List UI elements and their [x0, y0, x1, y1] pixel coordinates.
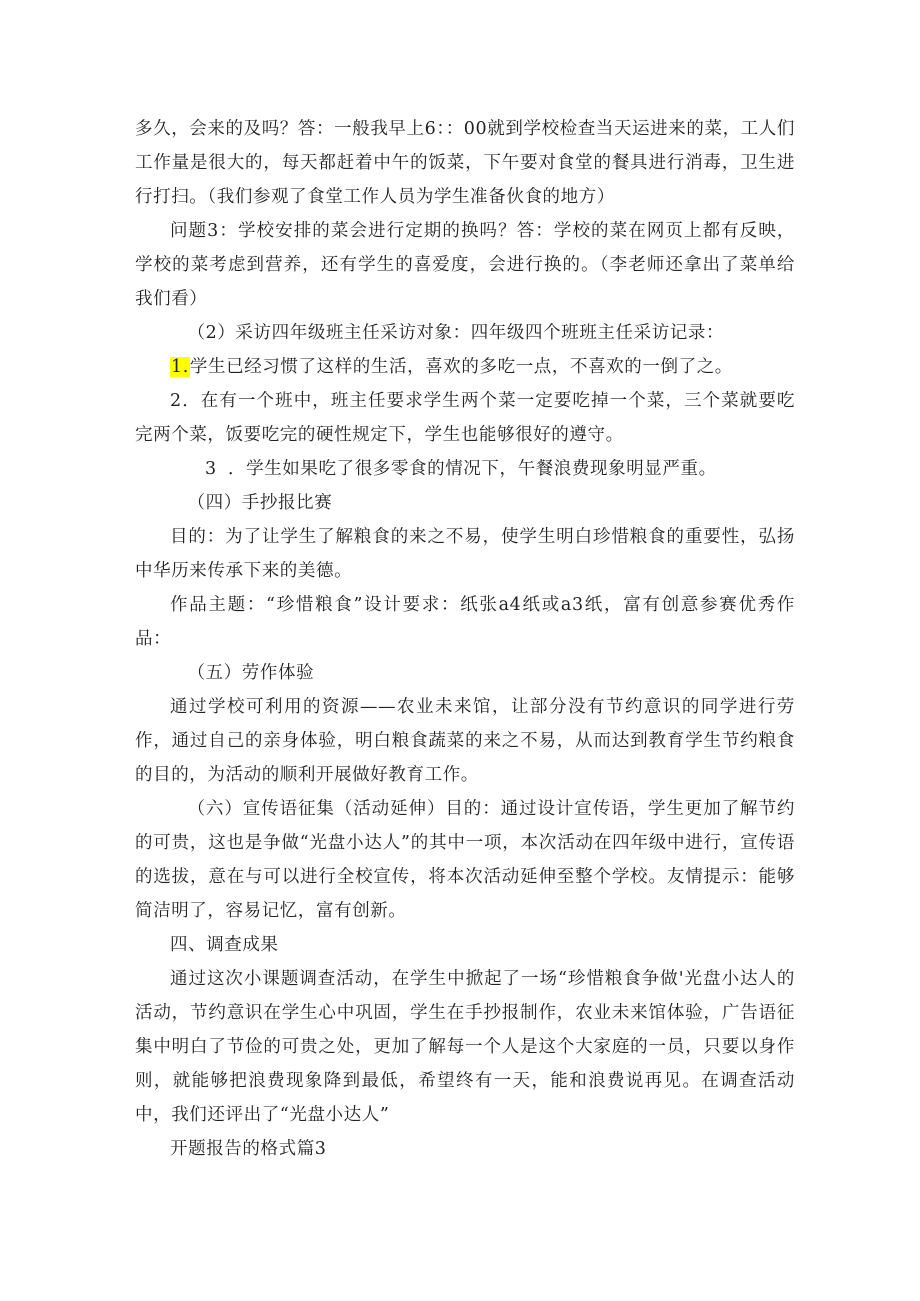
section-heading-next: 开题报告的格式篇3 [170, 1139, 327, 1159]
list-item-3-text: ．学生如果吃了很多零食的情况下，午餐浪费现象明显严重。 [228, 459, 717, 479]
highlighted-number: 1. [171, 357, 189, 377]
list-item-1 [135, 350, 795, 384]
section-heading-results: 四、调查成果 [170, 935, 279, 955]
paragraph-purpose: 目的：为了让学生了解粮食的来之不易，使学生明白珍惜粮食的重要性，弘扬中华历来传承下来的美德。 [135, 527, 795, 581]
paragraph-results: 通过这次小课题调查活动，在学生中掀起了一场“珍惜粮食争做'光盘小达人的活动，节约意识在学生心中巩固，学生在手抄报制作，农业未来馆体验，广告语征集中明白了节俭的可贵之处，更加了解每一个人是这个大家庭的一员，只要以身作则，就能够把浪费现象降到最低，希望终有一天，能和浪费说再见。在调查活动中，我们还评出了“光盘小达人” [135, 969, 795, 1125]
section-heading-labor: （五）劳作体验 [187, 663, 315, 683]
paragraph-canteen-answer: 多久，会来的及吗？答：一般我早上6：：00就到学校检查当天运进来的菜，工人们工作量是很大的，每天都赶着中午的饭菜，下午要对食堂的餐具进行消毒，卫生进行打扫。（我们参观了食堂工作人员为学生准备伙食的地方） [135, 119, 795, 207]
list-item-3-number: 3 [205, 459, 217, 479]
list-item-3 [135, 452, 795, 486]
paragraph-question-3: 问题3：学校安排的菜会进行定期的换吗？答：学校的菜在网页上都有反映，学校的菜考虑到营养，还有学生的喜爱度，会进行换的。（李老师还拿出了菜单给我们看） [135, 221, 795, 309]
paragraph-labor: 通过学校可利用的资源——农业未来馆，让部分没有节约意识的同学进行劳作，通过自己的亲身体验，明白粮食蔬菜的来之不易，从而达到教育学生节约粮食的目的，为活动的顺利开展做好教育工作。 [135, 697, 795, 785]
list-item-2: 2．在有一个班中，班主任要求学生两个菜一定要吃掉一个菜，三个菜就要吃完两个菜，饭要吃完的硬性规定下，学生也能够很好的遵守。 [135, 391, 795, 445]
section-heading-handcopy: （四）手抄报比赛 [187, 493, 333, 513]
paragraph-interview-teachers: （2）采访四年级班主任采访对象：四年级四个班班主任采访记录： [187, 323, 725, 343]
paragraph-theme: 作品主题：“珍惜粮食”设计要求：纸张a4纸或a3纸，富有创意参赛优秀作品： [135, 595, 795, 649]
document-body [135, 112, 795, 1166]
list-item-1-text: 学生已经习惯了这样的生活，喜欢的多吃一点，不喜欢的一倒了之。 [189, 357, 733, 377]
paragraph-slogan: （六）宣传语征集（活动延伸）目的：通过设计宣传语，学生更加了解节约的可贵，这也是争做“光盘小达人”的其中一项，本次活动在四年级中进行，宣传语的选拔，意在与可以进行全校宣传，将本次活动延伸至整个学校。友情提示：能够简洁明了，容易记忆，富有创新。 [135, 799, 795, 921]
